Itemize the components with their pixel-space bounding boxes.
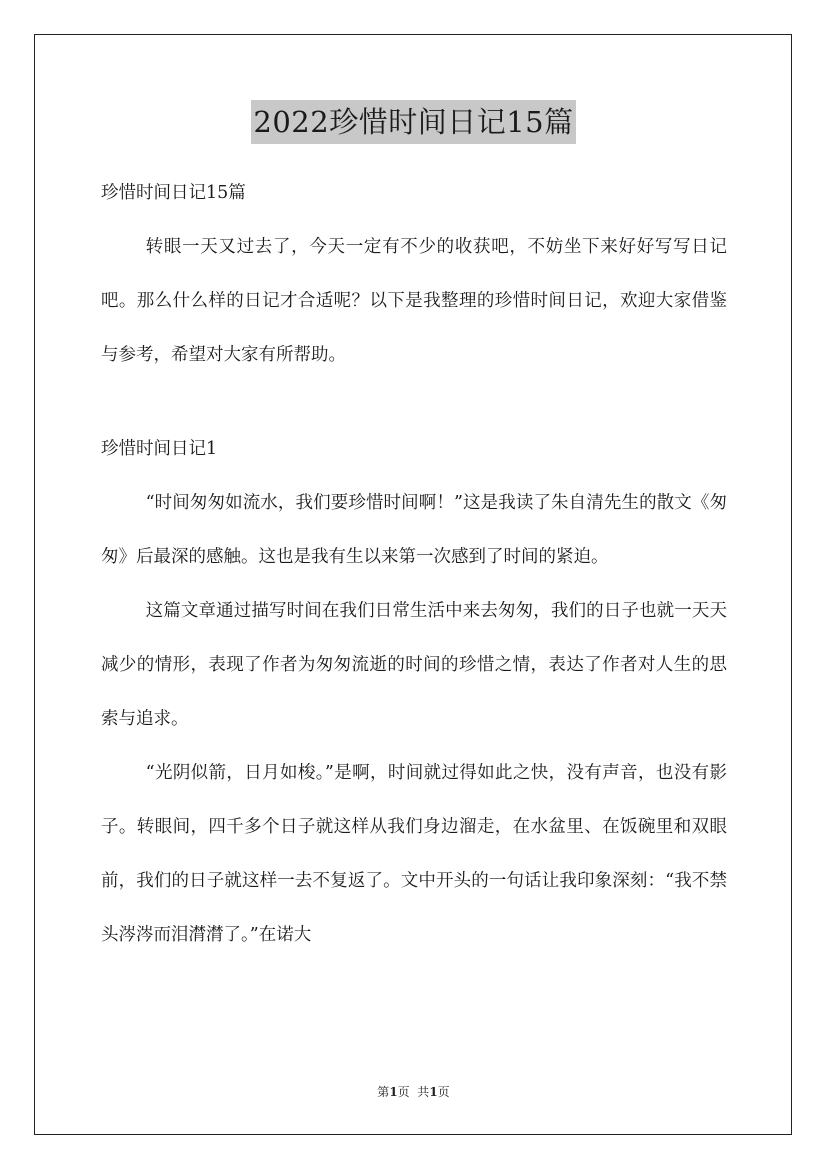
section-spacer [101,382,727,422]
body-paragraph-1: “时间匆匆如流水，我们要珍惜时间啊！”这是我读了朱自清先生的散文《匆匆》后最深的感触。这也是我有生以来第一次感到了时间的紧迫。 [101,493,727,567]
document-body [101,166,727,962]
document-title [0,100,827,144]
section-heading: 珍惜时间日记1 [101,439,218,459]
footer-page-mid: 页 共 [397,1085,430,1099]
footer-page-prefix: 第 [377,1085,390,1099]
footer-page-current: 1 [389,1085,398,1099]
intro-paragraph: 转眼一天又过去了，今天一定有不少的收获吧，不妨坐下来好好写写日记吧。那么什么样的日记才合适呢？以下是我整理的珍惜时间日记，欢迎大家借鉴与参考，希望对大家有所帮助。 [101,237,727,365]
footer-page-total: 1 [429,1085,438,1099]
footer-page-suffix: 页 [437,1085,450,1099]
page-footer [0,1083,827,1100]
document-title-text: 2022珍惜时间日记15篇 [251,100,575,144]
document-subtitle: 珍惜时间日记15篇 [101,183,246,203]
body-paragraph-2: 这篇文章通过描写时间在我们日常生活中来去匆匆，我们的日子也就一天天减少的情形，表现了作者为匆匆流逝的时间的珍惜之情，表达了作者对人生的思索与追求。 [101,601,727,729]
body-paragraph-3: “光阴似箭，日月如梭。”是啊，时间就过得如此之快，没有声音，也没有影子。转眼间，四千多个日子就这样从我们身边溜走，在水盆里、在饭碗里和双眼前，我们的日子就这样一去不复返了。文中开头的一句话让我印象深刻：“我不禁头涔涔而泪潸潸了。”在诺大 [101,763,727,945]
